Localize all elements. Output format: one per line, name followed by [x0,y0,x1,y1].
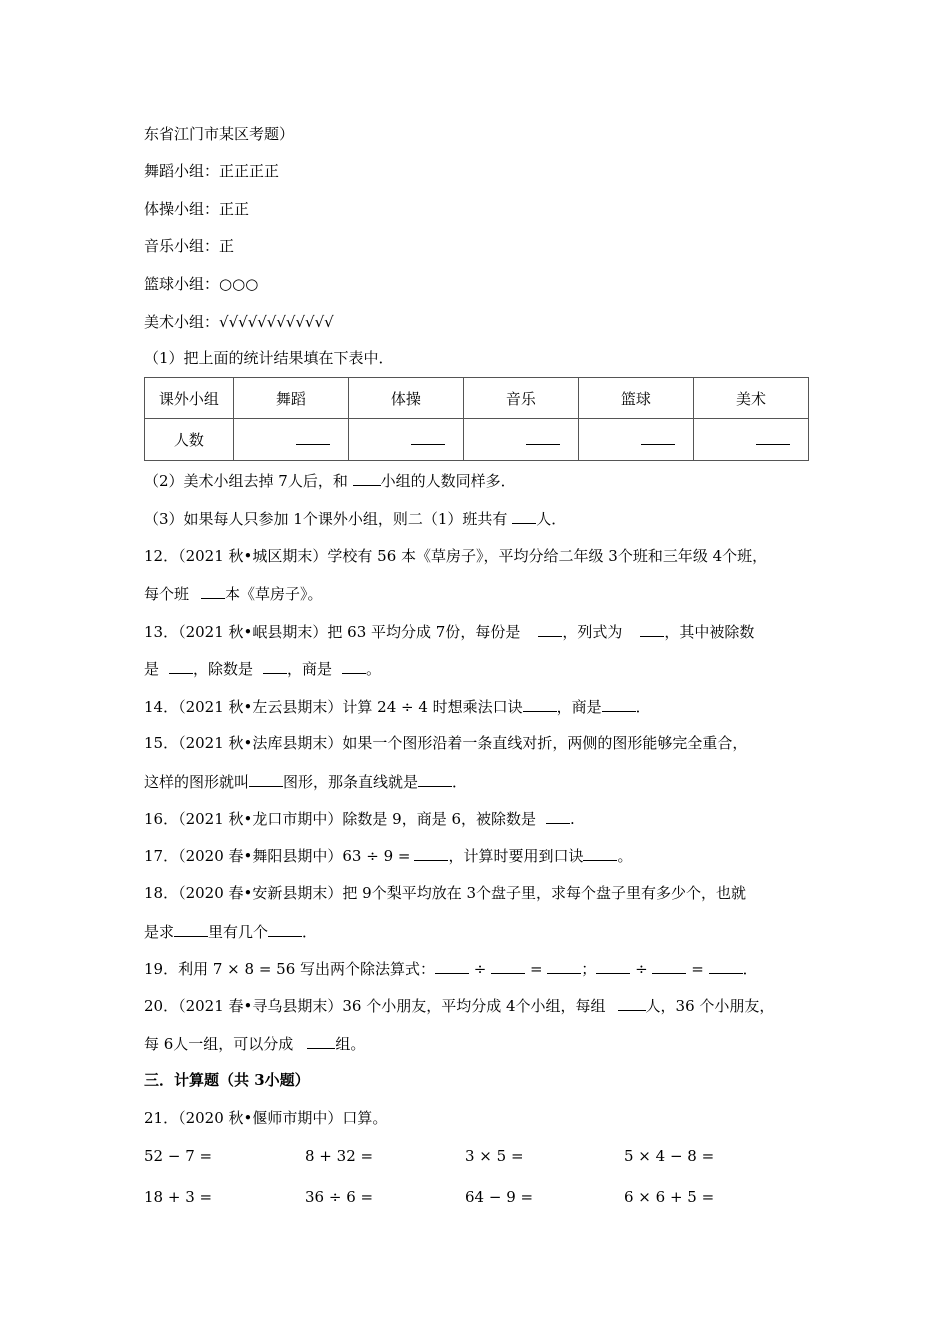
part2-text: （2）美术小组去掉 7人后，和 小组的人数同样多． [144,472,516,490]
q15-line2: 这样的图形就叫 图形，那条直线就是 ． [144,773,468,791]
table-header-cell: 美术 [693,378,808,419]
answer-blank[interactable] [640,621,664,637]
group-name: 篮球小组： [144,275,220,293]
group-name: 音乐小组： [144,237,220,255]
tally-gymnastics [144,199,249,219]
answer-blank[interactable] [641,430,675,445]
statistics-table [144,377,809,461]
answer-blank[interactable] [709,958,743,974]
q20-line1: 20．（2021 春•寻乌县期末）36 个小朋友，平均分成 4个小组，每组 人，36 个小朋友， [144,997,775,1015]
group-name: 舞蹈小组： [144,162,220,180]
answer-blank[interactable] [756,430,790,445]
answer-blank[interactable] [414,845,448,861]
answer-blank[interactable] [491,958,525,974]
calc-item: 52 − 7 = [144,1147,213,1165]
answer-cell[interactable] [348,419,463,461]
answer-blank[interactable] [512,508,536,524]
group-name: 体操小组： [144,200,220,218]
answer-blank[interactable] [547,958,581,974]
tally-marks: 正正正正 [219,162,280,180]
answer-blank[interactable] [307,1033,335,1049]
q15-line1: 15．（2021 秋•法库县期末）如果一个图形沿着一条直线对折，两侧的图形能够完全重合， [144,734,748,752]
part1-text: （1）把上面的统计结果填在下表中． [144,349,394,367]
calc-item: 36 ÷ 6 = [305,1188,374,1206]
q21-title: 21．（2020 秋•偃师市期中）口算。 [144,1109,388,1127]
answer-blank[interactable] [618,995,646,1011]
table-header-cell: 体操 [348,378,463,419]
q17-line: 17．（2020 春•舞阳县期中）63 ÷ 9 = ，计算时要用到口诀 。 [144,847,633,865]
answer-blank[interactable] [526,430,560,445]
q12-line1: 12．（2021 秋•城区期末）学校有 56 本《草房子》，平均分给二年级 3个班和三年级 4个班， [144,547,768,565]
tally-dance [144,161,279,181]
calc-item: 64 − 9 = [465,1188,534,1206]
answer-blank[interactable] [523,696,557,712]
tally-music [144,236,234,256]
q20-line2: 每 6人一组，可以分成 组。 [144,1035,366,1053]
tally-marks: ○○○ [219,275,259,293]
answer-blank[interactable] [342,658,366,674]
tally-basketball [144,274,258,294]
table-header-cell: 音乐 [463,378,578,419]
table-header-row [145,378,809,419]
answer-blank[interactable] [263,658,287,674]
q18-line2: 是求 里有几个 ． [144,923,318,941]
calc-item: 6 × 6 + 5 = [624,1188,715,1206]
calc-item: 3 × 5 = [465,1147,524,1165]
answer-blank[interactable] [296,430,330,445]
answer-blank[interactable] [249,771,283,787]
calc-item: 18 + 3 = [144,1188,213,1206]
calc-item: 5 × 4 − 8 = [624,1147,715,1165]
answer-blank[interactable] [174,921,208,937]
question-source-tail: 东省江门市某区考题） [144,125,295,143]
q16-line: 16．（2021 秋•龙口市期中）除数是 9，商是 6，被除数是 . [144,810,575,828]
tally-marks: √√√√√√√√√√√√ [219,313,334,331]
table-header-cell: 篮球 [578,378,693,419]
q12-line2: 每个班 本《草房子》。 [144,585,323,603]
answer-blank[interactable] [602,696,636,712]
answer-blank[interactable] [435,958,469,974]
answer-cell[interactable] [578,419,693,461]
answer-cell[interactable] [463,419,578,461]
q13-line1: 13．（2021 秋•岷县期末）把 63 平均分成 7份，每份是 ，列式为 ，其中被除数 [144,623,755,641]
section-heading: 三．计算题（共 3小题） [144,1071,310,1089]
row-label: 人数 [145,419,234,461]
answer-blank[interactable] [596,958,630,974]
answer-blank[interactable] [546,808,570,824]
tally-marks: 正正 [219,200,250,218]
q14-line: 14．（2021 秋•左云县期末）计算 24 ÷ 4 时想乘法口诀 ，商是 ． [144,698,651,716]
table-row [145,419,809,461]
tally-marks: 正 [219,237,235,255]
answer-cell[interactable] [233,419,348,461]
answer-cell[interactable] [693,419,808,461]
answer-blank[interactable] [538,621,562,637]
q19-line: 19．利用 7 × 8 = 56 写出两个除法算式： ÷ = ； ÷ = ． [144,960,758,978]
part3-text: （3）如果每人只参加 1个课外小组，则二（1）班共有 人． [144,510,567,528]
tally-art [144,312,334,332]
answer-blank[interactable] [201,583,225,599]
calc-item: 8 + 32 = [305,1147,374,1165]
table-header-cell: 课外小组 [145,378,234,419]
answer-blank[interactable] [652,958,686,974]
answer-blank[interactable] [418,771,452,787]
q13-line2: 是 ，除数是 ，商是 。 [144,660,382,678]
answer-blank[interactable] [583,845,617,861]
answer-blank[interactable] [353,470,381,486]
group-name: 美术小组： [144,313,220,331]
answer-blank[interactable] [268,921,302,937]
table-header-cell: 舞蹈 [233,378,348,419]
answer-blank[interactable] [169,658,193,674]
answer-blank[interactable] [411,430,445,445]
q18-line1: 18．（2020 春•安新县期末）把 9个梨平均放在 3个盘子里，求每个盘子里有多少个，也就 [144,884,747,902]
